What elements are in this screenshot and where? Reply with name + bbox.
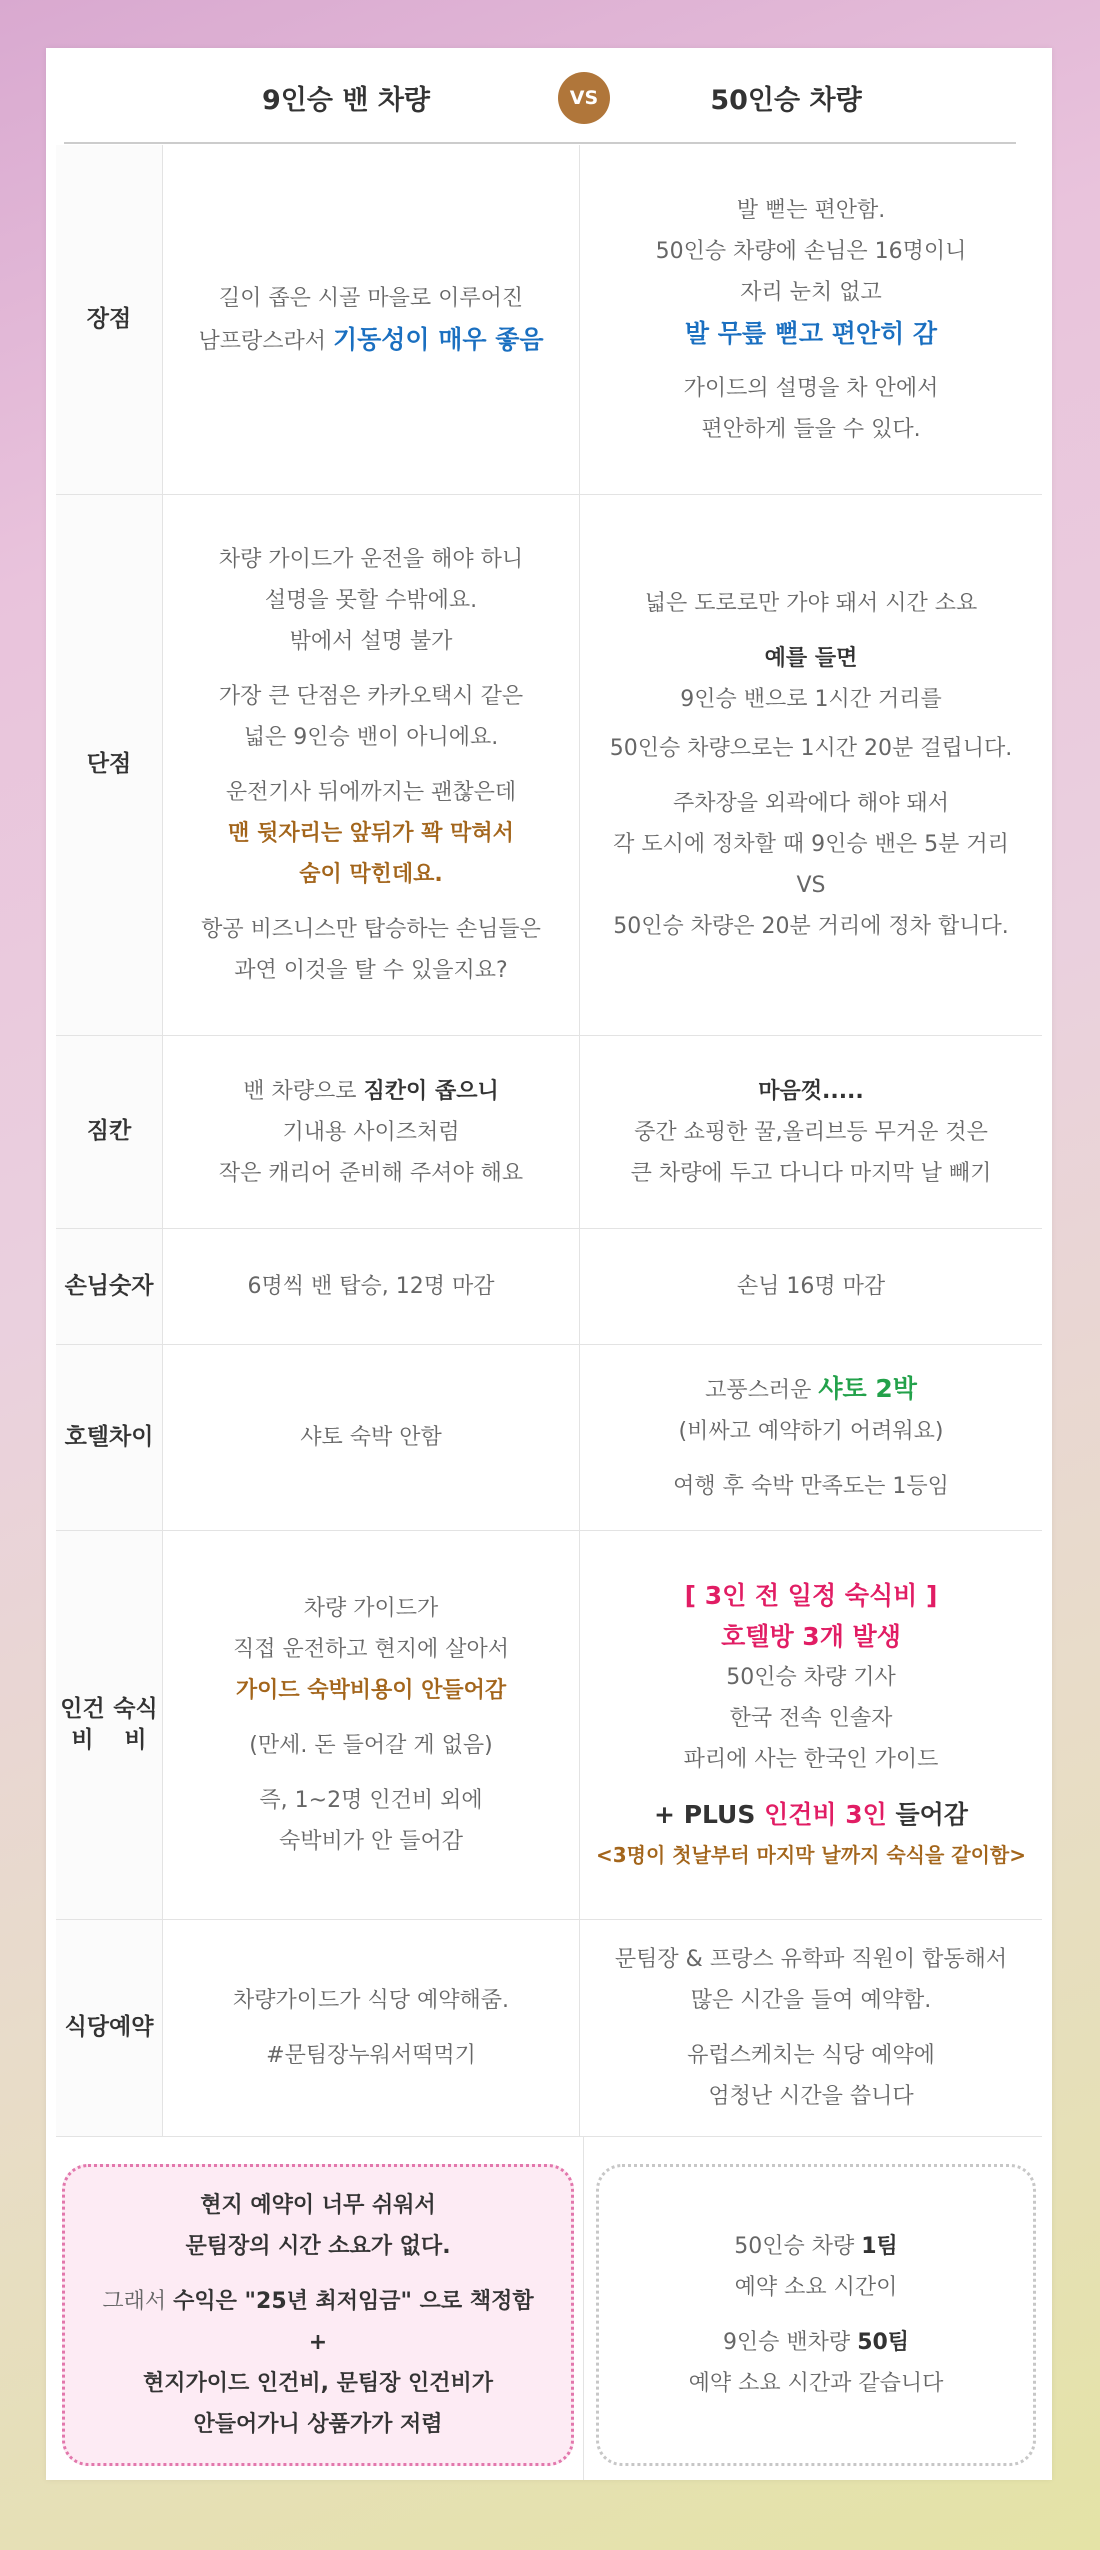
van-cell (163, 1036, 580, 1228)
text-span: 9인승 밴차량 (722, 2330, 858, 2355)
text-line: 가이드의 설명을 차 안에서 (683, 375, 939, 401)
text-line: 현지가이드 인건비, 문팀장 인건비가 (142, 2371, 494, 2396)
text-line: 설명을 못할 수밖에요. (264, 588, 478, 613)
highlight-text: 발 무릎 뻗고 편안히 감 (684, 318, 938, 348)
bus-cell (580, 1229, 1042, 1344)
van-cell (163, 495, 580, 1035)
header-bus: 50인승 차량 (710, 85, 862, 116)
text-line: #문팀장누워서떡먹기 (266, 2043, 476, 2068)
row-luggage (56, 1036, 1042, 1229)
summary-box-bus (596, 2164, 1036, 2466)
text-line: 즉, 1~2명 인건비 외에 (259, 1788, 483, 1813)
bus-cell (580, 1036, 1042, 1228)
van-cell (163, 145, 580, 494)
text-line (198, 319, 543, 362)
highlight-text: [ 3인 전 일정 숙식비 ] (684, 1580, 938, 1610)
text-line: 마음껏..... (758, 1078, 864, 1104)
text-line: 많은 시간을 들여 예약함. (690, 1988, 932, 2013)
header-van: 9인승 밴 차량 (262, 85, 430, 116)
row-label (56, 1345, 163, 1530)
text-line: 차량 가이드가 (303, 1596, 439, 1621)
bus-cell (580, 1920, 1042, 2136)
text-line: 밖에서 설명 불가 (289, 629, 453, 654)
text-line: 문팀장의 시간 소요가 없다. (185, 2234, 451, 2259)
van-cell (163, 1531, 580, 1919)
text-line: 안들어가니 상품가가 저렴 (193, 2412, 443, 2437)
text-line: 발 뻗는 편안함. (736, 197, 886, 223)
text-line: 파리에 사는 한국인 가이드 (683, 1746, 939, 1772)
bus-cell (580, 495, 1042, 1035)
text-line: 각 도시에 정차할 때 9인승 밴은 5분 거리 (613, 832, 1009, 857)
text-line: 손님 16명 마감 (736, 1274, 886, 1299)
highlight-text: <3명이 첫날부터 마지막 날까지 숙식을 같이함> (595, 1842, 1026, 1867)
vs-badge: VS (558, 72, 610, 124)
row-label (56, 1920, 163, 2136)
text-line: 한국 전속 인솔자 (729, 1705, 893, 1731)
text-line (243, 1071, 498, 1112)
bus-cell (580, 145, 1042, 494)
text-line (705, 1368, 917, 1411)
bold-text: 50팀 (857, 2330, 910, 2355)
bus-cell (580, 1531, 1042, 1919)
highlight-text: 기동성이 매우 좋음 (332, 324, 544, 354)
bold-text: 수익은 "25년 최저임금" 으로 책정함 (173, 2289, 534, 2314)
van-cell (163, 1920, 580, 2136)
bus-cell (580, 1345, 1042, 1530)
label-line: 호텔 (64, 1423, 109, 1450)
text-line: 넓은 9인승 밴이 아니에요. (243, 725, 499, 750)
row-staff (56, 1531, 1042, 1920)
text-line (102, 2281, 533, 2322)
row-hotel (56, 1345, 1042, 1531)
text-line: VS (796, 873, 826, 898)
text-line: 문팀장 & 프랑스 유학파 직원이 합동해서 (614, 1947, 1008, 1972)
text-line (723, 2322, 909, 2363)
text-line: 예약 소요 시간이 (734, 2275, 898, 2300)
text-span: + PLUS (654, 1799, 765, 1829)
summary-divider (583, 2136, 584, 2480)
text-line: 운전기사 뒤에까지는 괜찮은데 (225, 780, 517, 805)
text-line: 여행 후 숙박 만족도는 1등임 (673, 1474, 949, 1499)
text-line: 직접 운전하고 현지에 살아서 (232, 1637, 509, 1662)
text-line: 9인승 밴으로 1시간 거리를 (680, 687, 942, 712)
text-line: + (308, 2330, 328, 2355)
text-line: 차량가이드가 식당 예약해줌. (232, 1988, 509, 2013)
text-line: 작은 캐리어 준비해 주셔야 해요 (218, 1160, 524, 1186)
row-label (56, 1229, 163, 1344)
row-restaurant (56, 1920, 1042, 2137)
text-line: 숙박비가 안 들어감 (278, 1829, 463, 1854)
highlight-text: 인건비 3인 (764, 1799, 887, 1829)
comparison-card (46, 48, 1052, 2480)
row-label (56, 1531, 163, 1919)
text-line: 길이 좁은 시골 마을로 이루어진 (218, 285, 524, 311)
text-line: 현지 예약이 너무 쉬워서 (200, 2193, 436, 2218)
text-line: 예약 소요 시간과 같습니다 (688, 2371, 944, 2396)
van-cell (163, 1229, 580, 1344)
row-guests (56, 1229, 1042, 1345)
label-line: 손님 (64, 1272, 109, 1299)
header-divider (64, 142, 1016, 144)
summary-section (46, 2136, 1052, 2480)
text-line: 6명씩 밴 탑승, 12명 마감 (247, 1274, 495, 1299)
label-line: 식당 (64, 2014, 109, 2041)
row-cons (56, 495, 1042, 1036)
text-span: 밴 차량으로 (243, 1078, 364, 1104)
text-line (734, 2226, 898, 2267)
text-line: (비싸고 예약하기 어려워요) (678, 1419, 944, 1444)
label-line: 숙식비 (113, 1695, 158, 1753)
summary-box-van (62, 2164, 574, 2466)
row-label: 단점 (56, 495, 163, 1035)
label-line: 인건비 (60, 1695, 105, 1753)
row-label: 장점 (56, 145, 163, 494)
text-span: 남프랑스라서 (198, 328, 333, 354)
bold-text: 짐칸이 좁으니 (363, 1078, 499, 1104)
text-line: 큰 차량에 두고 다니다 마지막 날 빼기 (630, 1160, 992, 1186)
text-line (654, 1794, 968, 1835)
text-line: (만세. 돈 들어갈 게 없음) (249, 1733, 493, 1758)
text-line: 50인승 차량은 20분 거리에 정차 합니다. (613, 914, 1009, 939)
text-line: 주차장을 외곽에다 해야 돼서 (672, 791, 949, 816)
highlight-text: 샤토 2박 (818, 1374, 917, 1403)
text-span: 고풍스러운 (705, 1378, 819, 1403)
bold-text: 1팀 (861, 2234, 898, 2259)
text-span: 들어감 (886, 1799, 968, 1829)
text-line: 기내용 사이즈처럼 (282, 1119, 460, 1145)
highlight-text: 가이드 숙박비용이 안들어감 (235, 1678, 507, 1703)
label-line: 예약 (109, 2014, 154, 2041)
text-line: 엄청난 시간을 씁니다 (708, 2084, 914, 2109)
text-line: 50인승 차량 기사 (726, 1664, 896, 1690)
text-span: 50인승 차량 (734, 2234, 862, 2259)
text-line: 편안하게 들을 수 있다. (701, 416, 921, 442)
text-line: 넓은 도로로만 가야 돼서 시간 소요 (644, 591, 978, 616)
label-line: 숫자 (109, 1272, 154, 1299)
text-line: 샤토 숙박 안함 (300, 1425, 442, 1450)
van-cell (163, 1345, 580, 1530)
text-line: 예를 들면 (764, 646, 858, 671)
text-line: 50인승 차량으로는 1시간 20분 걸립니다. (609, 736, 1013, 761)
text-span: 그래서 (102, 2289, 174, 2314)
row-label: 짐칸 (56, 1036, 163, 1228)
text-line: 과연 이것을 탈 수 있을지요? (234, 958, 508, 983)
text-line: 항공 비즈니스만 탑승하는 손님들은 (201, 917, 541, 942)
label-line: 차이 (109, 1423, 154, 1450)
table-header (46, 48, 1052, 144)
highlight-text: 호텔방 3개 발생 (721, 1621, 901, 1651)
highlight-text: 숨이 막힌데요. (299, 862, 443, 887)
text-line: 가장 큰 단점은 카카오택시 같은 (218, 684, 524, 709)
text-line: 유럽스케치는 식당 예약에 (687, 2043, 935, 2068)
text-line: 50인승 차량에 손님은 16명이니 (655, 238, 967, 264)
text-line: 자리 눈치 없고 (740, 279, 882, 305)
text-line: 중간 쇼핑한 꿀,올리브등 무거운 것은 (634, 1119, 988, 1145)
text-line: 차량 가이드가 운전을 해야 하니 (218, 547, 524, 572)
row-pros (56, 145, 1042, 495)
highlight-text: 맨 뒷자리는 앞뒤가 꽉 막혀서 (228, 821, 514, 846)
